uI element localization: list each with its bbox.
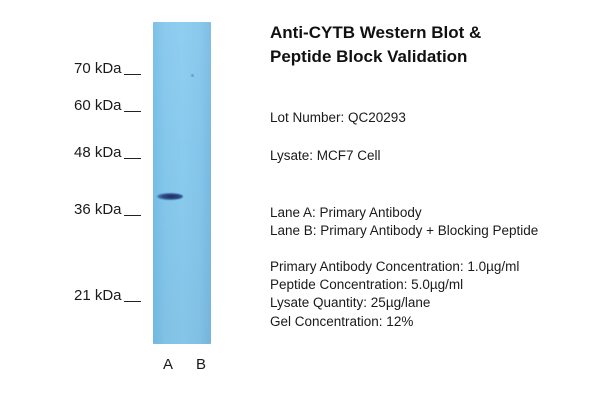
marker-label: 48 kDa [74,144,122,161]
lane-a-band [157,193,183,200]
marker-36kda [74,201,141,219]
marker-label: 21 kDa [74,287,122,304]
marker-tick [124,158,141,159]
primary-antibody-concentration: Primary Antibody Concentration: 1.0µg/ml [270,259,520,274]
lane-a-description: Lane A: Primary Antibody [270,205,422,220]
marker-label: 36 kDa [74,201,122,218]
marker-label: 60 kDa [74,97,122,114]
lot-number: Lot Number: QC20293 [270,110,406,125]
lysate: Lysate: MCF7 Cell [270,148,381,163]
marker-70kda [74,60,141,78]
lane-label-b: B [196,356,207,373]
lane-b-description: Lane B: Primary Antibody + Blocking Peptide [270,223,539,238]
marker-48kda [74,144,141,162]
blot-membrane [153,22,211,344]
marker-tick [124,74,141,75]
marker-60kda [74,97,141,115]
gel-concentration: Gel Concentration: 12% [270,314,414,329]
title-line-1: Anti-CYTB Western Blot & [270,23,482,42]
marker-tick [124,301,141,302]
lane-label-a: A [163,356,174,373]
membrane-speck [191,74,194,77]
title-line-2: Peptide Block Validation [270,47,468,66]
marker-21kda [74,287,141,305]
marker-tick [124,111,141,112]
marker-tick [124,215,141,216]
peptide-concentration: Peptide Concentration: 5.0µg/ml [270,277,464,292]
lysate-quantity: Lysate Quantity: 25µg/lane [270,295,431,310]
page-title [270,21,481,69]
marker-label: 70 kDa [74,60,122,77]
